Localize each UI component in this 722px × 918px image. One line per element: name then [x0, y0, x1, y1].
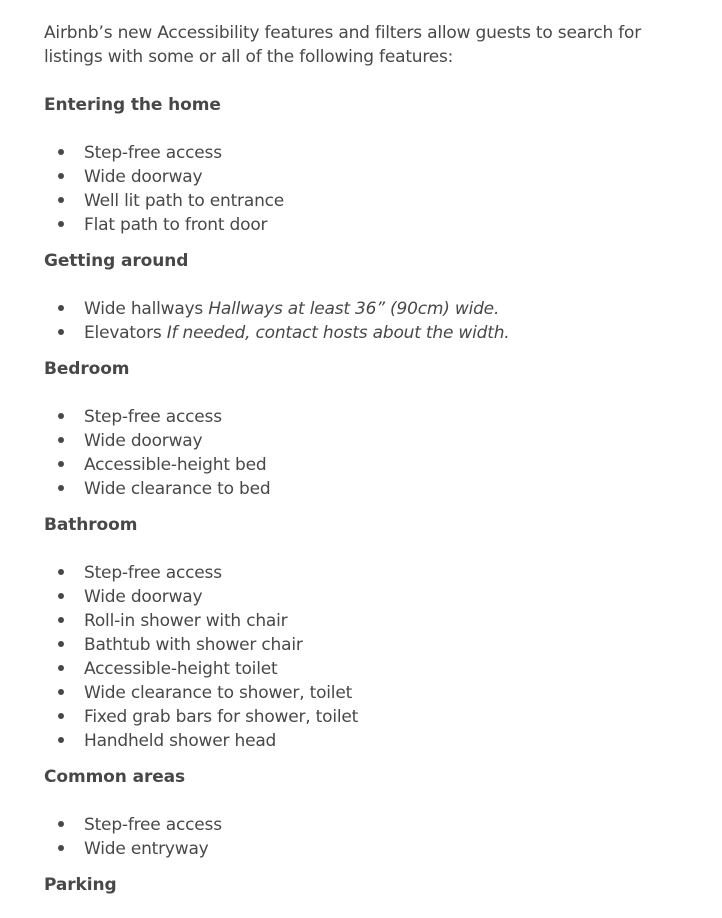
- feature-label: Wide hallways: [84, 299, 204, 319]
- list-item: [44, 321, 694, 345]
- feature-label: Handheld shower head: [84, 731, 277, 751]
- list-item: [44, 453, 694, 477]
- bullet-icon: [58, 617, 64, 623]
- bullet-icon: [58, 821, 64, 827]
- section-title-bathroom: Bathroom: [44, 515, 138, 535]
- bullet-icon: [58, 329, 64, 335]
- bullet-icon: [58, 413, 64, 419]
- section-title-entering-the-home: Entering the home: [44, 95, 221, 115]
- list-item: [44, 729, 694, 753]
- list-item: [44, 165, 694, 189]
- list-item: [44, 609, 694, 633]
- bullet-icon: [58, 437, 64, 443]
- bullet-icon: [58, 173, 64, 179]
- feature-list-bedroom: [44, 405, 694, 501]
- feature-label: Wide entryway: [84, 839, 209, 859]
- feature-label: Wide doorway: [84, 587, 203, 607]
- list-item: [44, 297, 694, 321]
- feature-list-common-areas: [44, 813, 694, 861]
- list-item: [44, 657, 694, 681]
- bullet-icon: [58, 689, 64, 695]
- list-item: [44, 405, 694, 429]
- feature-list-getting-around: [44, 297, 694, 345]
- feature-label: Accessible-height toilet: [84, 659, 278, 679]
- bullet-icon: [58, 485, 64, 491]
- bullet-icon: [58, 197, 64, 203]
- bullet-icon: [58, 221, 64, 227]
- feature-label: Fixed grab bars for shower, toilet: [84, 707, 359, 727]
- feature-note: Hallways at least 36” (90cm) wide.: [208, 299, 500, 319]
- list-item: [44, 585, 694, 609]
- feature-note: If needed, contact hosts about the width.: [166, 323, 510, 343]
- bullet-icon: [58, 641, 64, 647]
- section-title-common-areas: Common areas: [44, 767, 186, 787]
- feature-label: Accessible-height bed: [84, 455, 267, 475]
- feature-label: Wide doorway: [84, 431, 203, 451]
- feature-label: Bathtub with shower chair: [84, 635, 303, 655]
- section-title-bedroom: Bedroom: [44, 359, 130, 379]
- bullet-icon: [58, 569, 64, 575]
- feature-list-entering-the-home: [44, 141, 694, 237]
- bullet-icon: [58, 593, 64, 599]
- list-item: [44, 633, 694, 657]
- list-item: [44, 141, 694, 165]
- list-item: [44, 429, 694, 453]
- feature-label: Wide clearance to bed: [84, 479, 271, 499]
- feature-label: Well lit path to entrance: [84, 191, 285, 211]
- feature-label: Elevators: [84, 323, 162, 343]
- feature-label: Step-free access: [84, 815, 222, 835]
- list-item: [44, 681, 694, 705]
- bullet-icon: [58, 845, 64, 851]
- bullet-icon: [58, 665, 64, 671]
- section-title-getting-around: Getting around: [44, 251, 189, 271]
- feature-list-bathroom: [44, 561, 694, 753]
- feature-label: Step-free access: [84, 407, 222, 427]
- feature-label: Step-free access: [84, 563, 222, 583]
- list-item: [44, 705, 694, 729]
- feature-label: Step-free access: [84, 143, 222, 163]
- bullet-icon: [58, 713, 64, 719]
- list-item: [44, 837, 694, 861]
- bullet-icon: [58, 305, 64, 311]
- list-item: [44, 561, 694, 585]
- list-item: [44, 813, 694, 837]
- list-item: [44, 213, 694, 237]
- intro-paragraph: Airbnb’s new Accessibility features and filters allow guests to search for listings with some or all of the following features:: [44, 23, 642, 67]
- list-item: [44, 189, 694, 213]
- feature-label: Flat path to front door: [84, 215, 268, 235]
- feature-label: Roll-in shower with chair: [84, 611, 288, 631]
- feature-label: Wide clearance to shower, toilet: [84, 683, 353, 703]
- bullet-icon: [58, 737, 64, 743]
- feature-label: Wide doorway: [84, 167, 203, 187]
- bullet-icon: [58, 149, 64, 155]
- bullet-icon: [58, 461, 64, 467]
- section-title-parking: Parking: [44, 875, 117, 895]
- list-item: [44, 477, 694, 501]
